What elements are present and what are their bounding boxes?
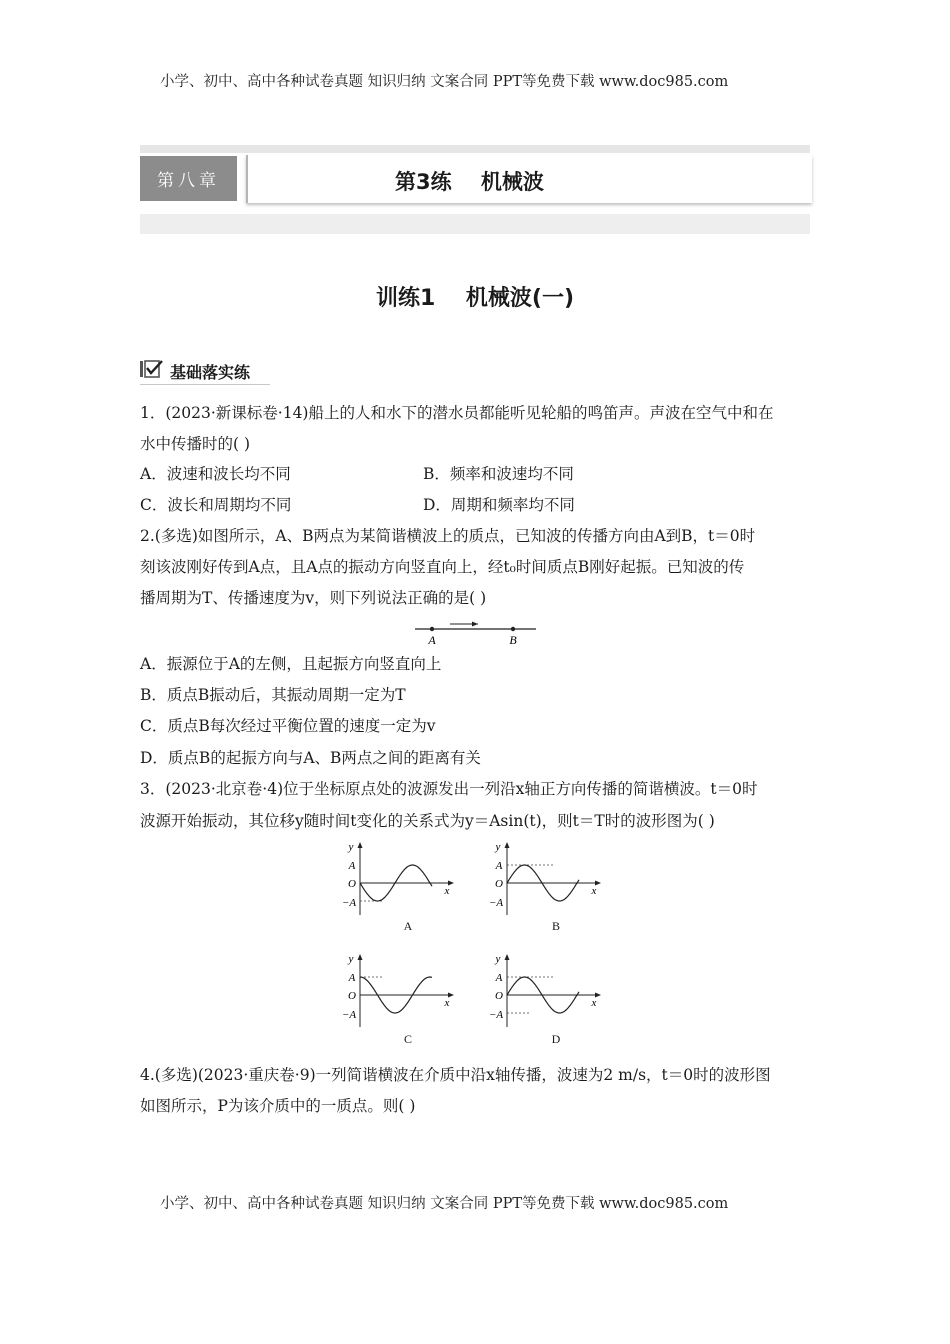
banner-title: 第3练 机械波: [395, 170, 544, 194]
svg-text:O: O: [495, 990, 503, 1002]
arrow-up-icon: [358, 954, 363, 960]
q3-graph-b-label: B: [551, 919, 560, 933]
svg-text:O: O: [348, 878, 356, 890]
banner-top-band: [140, 145, 810, 153]
svg-text:y: y: [348, 841, 354, 853]
q4-line-1: 4.(多选)(2023·重庆卷·9)一列简谐横波在介质中沿x轴传播，波速为2 m/s，t＝0时的波形图: [140, 1066, 771, 1084]
svg-text:x: x: [591, 997, 597, 1009]
q2-point-a-dot: [430, 627, 434, 631]
q2-option-a: A．振源位于A的左侧，且起振方向竖直向上: [140, 655, 442, 673]
arrow-right-icon: [472, 622, 478, 627]
svg-text:A: A: [495, 972, 503, 984]
section-header: [140, 359, 250, 383]
q3-graph-d: [487, 952, 602, 1032]
q2-line-1: 2.(多选)如图所示，A、B两点为某简谐横波上的质点，已知波的传播方向由A到B，t＝0时: [140, 527, 756, 545]
svg-text:−A: −A: [488, 897, 504, 909]
page-header: 小学、初中、高中各种试卷真题 知识归纳 文案合同 PPT等免费下载 www.doc985.com: [160, 74, 729, 90]
banner-bottom-band: [140, 214, 810, 234]
q3-graph-c: [340, 952, 455, 1032]
q1-line-2: 水中传播时的( ): [140, 435, 251, 453]
q2-point-b-dot: [511, 627, 515, 631]
page-footer: 小学、初中、高中各种试卷真题 知识归纳 文案合同 PPT等免费下载 www.doc985.com: [160, 1196, 729, 1212]
q1-option-a: A．波速和波长均不同: [140, 465, 291, 483]
q1-option-d: D．周期和频率均不同: [423, 496, 575, 514]
q3-graph-a: [340, 840, 455, 920]
svg-text:−A: −A: [341, 1009, 357, 1021]
q1-line-1: 1．(2023·新课标卷·14)船上的人和水下的潜水员都能听见轮船的鸣笛声。声波在空气中和在: [140, 404, 774, 422]
q3-line-2: 波源开始振动，其位移y随时间t变化的关系式为y＝Asin(t)，则t＝T时的波形图为( ): [140, 812, 715, 830]
q2-figure: [410, 618, 540, 648]
svg-text:x: x: [444, 997, 450, 1009]
svg-text:A: A: [495, 860, 503, 872]
q2-point-a-label: A: [428, 633, 436, 647]
chapter-tag: 第八章: [140, 156, 237, 201]
page-subtitle: 训练1 机械波(一): [375, 286, 575, 311]
q1-option-b: B．频率和波速均不同: [423, 465, 574, 483]
svg-text:O: O: [348, 990, 356, 1002]
q2-line-2: 刻该波刚好传到A点，且A点的振动方向竖直向上，经t₀时间质点B刚好起振。已知波的传: [140, 558, 745, 576]
arrow-up-icon: [505, 842, 510, 848]
svg-text:x: x: [444, 885, 450, 897]
q3-graph-a-label: A: [403, 919, 413, 933]
q2-option-c: C．质点B每次经过平衡位置的速度一定为v: [140, 717, 436, 735]
svg-text:y: y: [495, 953, 501, 965]
q2-line-3: 播周期为T、传播速度为v，则下列说法正确的是( ): [140, 589, 487, 607]
arrow-up-icon: [358, 842, 363, 848]
svg-text:−A: −A: [488, 1009, 504, 1021]
svg-text:y: y: [495, 841, 501, 853]
section-underline: [140, 384, 270, 385]
svg-text:y: y: [348, 953, 354, 965]
q1-option-c: C．波长和周期均不同: [140, 496, 292, 514]
q3-graph-d-label: D: [551, 1032, 561, 1046]
checkbox-icon: [140, 359, 164, 383]
svg-text:O: O: [495, 878, 503, 890]
section-label: 基础落实练: [170, 362, 251, 382]
q3-line-1: 3．(2023·北京卷·4)位于坐标原点处的波源发出一列沿x轴正方向传播的简谐横波。t＝0时: [140, 780, 758, 798]
q3-graph-c-label: C: [403, 1032, 412, 1046]
q2-point-b-label: B: [509, 633, 517, 647]
svg-text:A: A: [348, 860, 356, 872]
q2-option-b: B．质点B振动后，其振动周期一定为T: [140, 686, 406, 704]
q3-graph-b: [487, 840, 602, 920]
q2-option-d: D．质点B的起振方向与A、B两点之间的距离有关: [140, 749, 481, 767]
svg-text:A: A: [348, 972, 356, 984]
svg-text:−A: −A: [341, 897, 357, 909]
arrow-up-icon: [505, 954, 510, 960]
q4-line-2: 如图所示，P为该介质中的一质点。则( ): [140, 1097, 416, 1115]
svg-text:x: x: [591, 885, 597, 897]
